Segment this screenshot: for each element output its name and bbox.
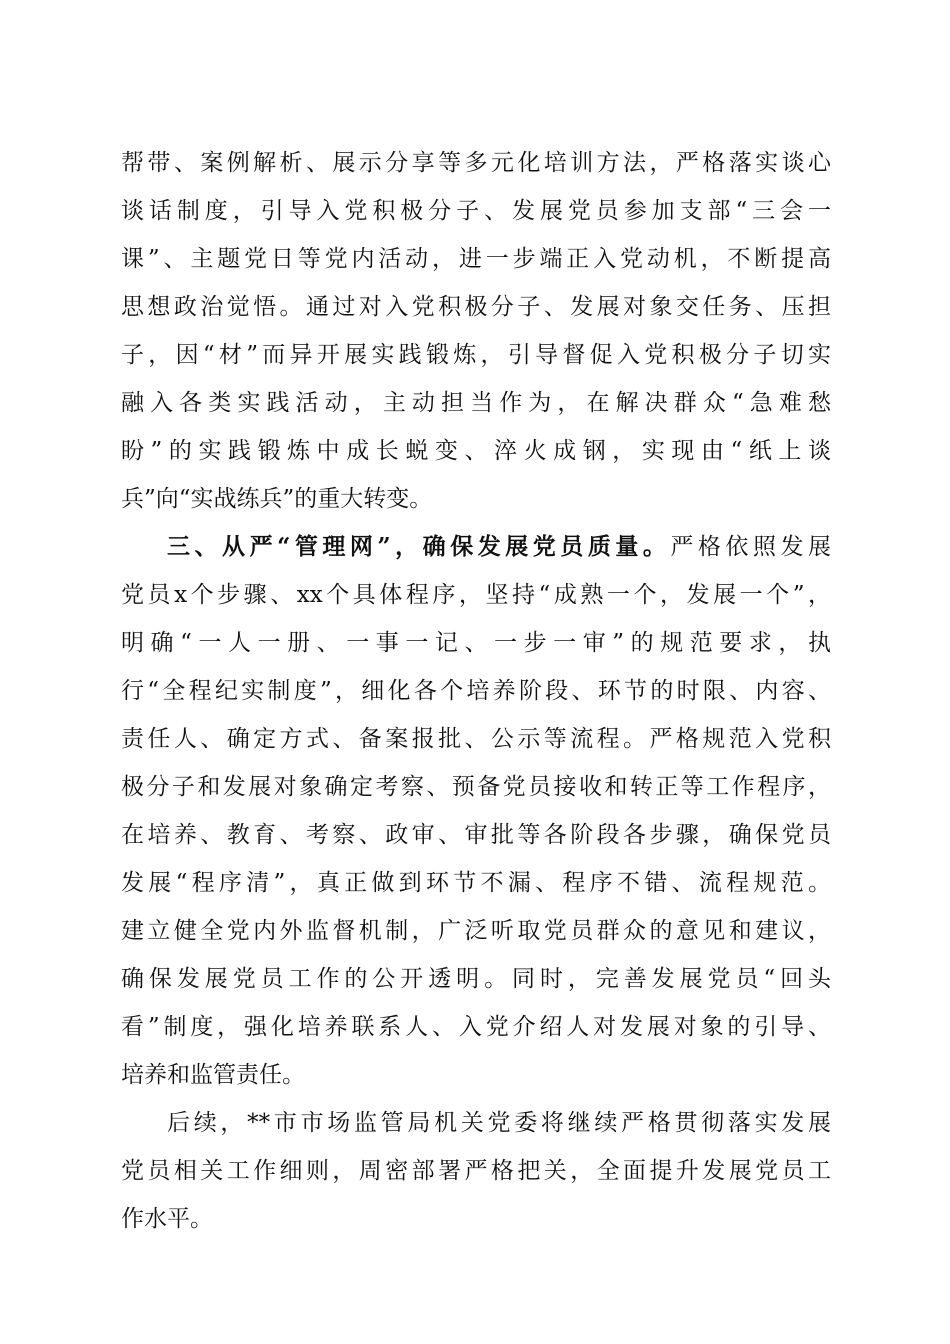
text-line: 作水平。 bbox=[121, 1206, 213, 1232]
text-line: 极分子和发展对象确定考察、预备党员接收和转正等工作程序， bbox=[121, 774, 831, 800]
text-line: 帮带、案例解析、展示分享等多元化培训方法，严格落实谈心 bbox=[121, 150, 831, 176]
section-first-line bbox=[121, 523, 831, 571]
text-line: 看”制度，强化培养联系人、入党介绍人对发展对象的引导、 bbox=[121, 1014, 831, 1040]
text-line: 建立健全党内外监督机制，广泛听取党员群众的意见和建议， bbox=[121, 918, 831, 944]
text-line: 责任人、确定方式、备案报批、公示等流程。严格规范入党积 bbox=[121, 726, 831, 752]
text-line: 思想政治觉悟。通过对入党积极分子、发展对象交任务、压担 bbox=[121, 294, 831, 320]
document-body bbox=[121, 139, 831, 1243]
paragraph-management-network bbox=[121, 523, 831, 1099]
text-line: 子，因“材”而异开展实践锻炼，引导督促入党积极分子切实 bbox=[121, 342, 831, 368]
section-heading: 三、从严“管理网”，确保发展党员质量。 bbox=[167, 533, 671, 560]
text-line: 谈话制度，引导入党积极分子、发展党员参加支部“三会一 bbox=[121, 198, 831, 224]
text-line: 确保发展党员工作的公开透明。同时，完善发展党员“回头 bbox=[121, 966, 831, 992]
text-line: 明确“一人一册、一事一记、一步一审”的规范要求，执 bbox=[121, 630, 831, 656]
section-heading-continuation: 严格依照发展 bbox=[670, 534, 832, 560]
text-line: 行“全程纪实制度”，细化各个培养阶段、环节的时限、内容、 bbox=[121, 678, 831, 704]
text-line: 党员x个步骤、xx个具体程序，坚持“成熟一个，发展一个”， bbox=[121, 582, 831, 608]
text-line: 课”、主题党日等党内活动，进一步端正入党动机，不断提高 bbox=[121, 246, 831, 272]
text-line: 盼”的实践锻炼中成长蜕变、淬火成钢，实现由“纸上谈 bbox=[121, 438, 831, 464]
text-line: 党员相关工作细则，周密部署严格把关，全面提升发展党员工 bbox=[121, 1158, 831, 1184]
text-line: 培养和监管责任。 bbox=[121, 1062, 305, 1088]
paragraph-follow-up bbox=[121, 1099, 831, 1243]
text-line: 发展“程序清”，真正做到环节不漏、程序不错、流程规范。 bbox=[121, 870, 831, 896]
text-line: 融入各类实践活动，主动担当作为，在解决群众“急难愁 bbox=[121, 390, 831, 416]
text-line: 兵”向“实战练兵”的重大转变。 bbox=[121, 486, 433, 512]
paragraph-training-methods bbox=[121, 139, 831, 523]
text-line: 在培养、教育、考察、政审、审批等各阶段各步骤，确保党员 bbox=[121, 822, 831, 848]
text-line: 后续，**市市场监管局机关党委将继续严格贯彻落实发展 bbox=[167, 1110, 831, 1136]
